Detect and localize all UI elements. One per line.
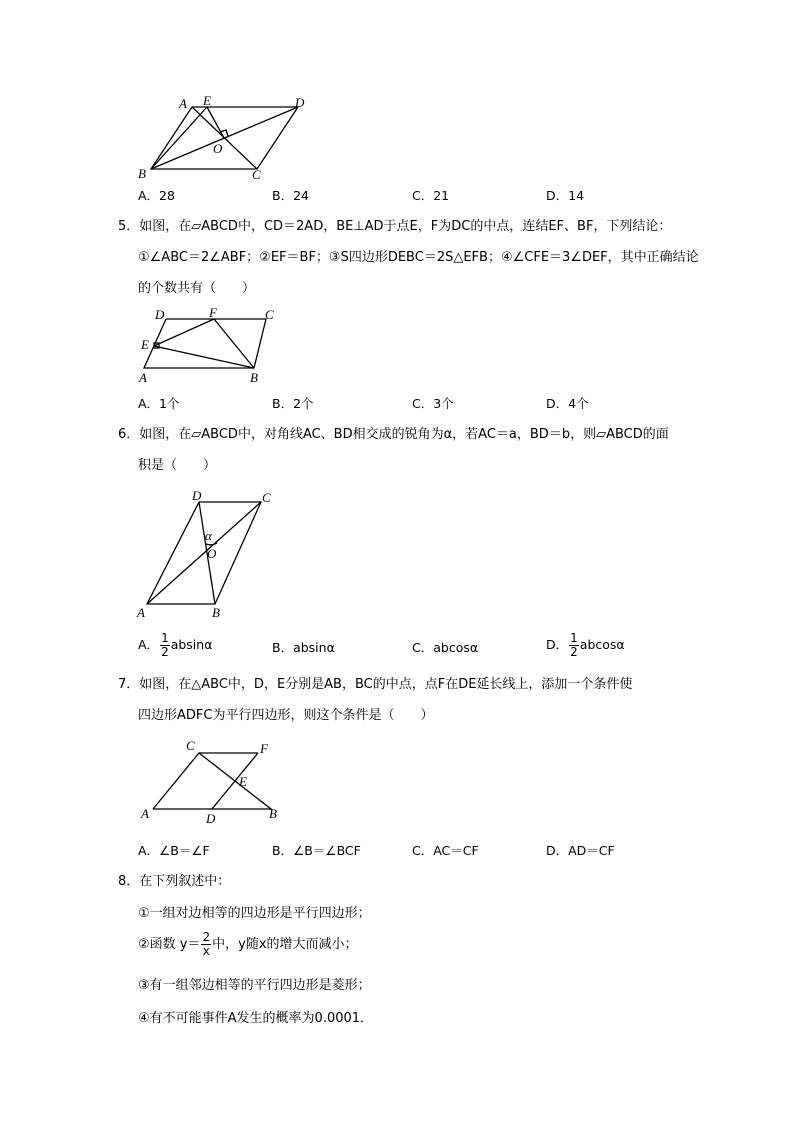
q7-stem-line2: 四边形ADFC为平行四边形，则这个条件是（ ）: [138, 708, 434, 723]
q4-label-o: O: [213, 141, 223, 156]
q7-option-b[interactable]: B．∠B＝∠BCF: [272, 843, 361, 858]
q8-item-4: ④有不可能事件A发生的概率为0.0001．: [138, 1011, 374, 1026]
q6-label-d: D: [192, 488, 202, 503]
q5-stem-line3: 的个数共有（ ）: [138, 281, 256, 296]
q5-label-f: F: [209, 305, 217, 320]
q7-triangle-abc: [153, 753, 271, 809]
q6-option-a-numerator: 1: [161, 631, 169, 645]
q8-stem: 8．在下列叙述中：: [118, 874, 231, 889]
q7-stem-line1: 7．如图，在△ABC中，D，E分别是AB，BC的中点，点F在DE延长线上，添加一个条件使: [118, 677, 633, 692]
q5-label-c: C: [265, 307, 274, 322]
q6-diagonal-ac: [147, 502, 261, 604]
q6-stem-line2: 积是（ ）: [138, 458, 217, 473]
q6-label-a: A: [137, 605, 145, 620]
q7-label-a: A: [141, 806, 149, 821]
q8-item-2-fraction: [201, 931, 211, 958]
q7-label-f: F: [260, 741, 268, 756]
q7-option-d[interactable]: D．AD＝CF: [546, 843, 615, 858]
q6-option-a[interactable]: [138, 632, 212, 659]
q6-angle-arc: [206, 543, 217, 545]
q5-label-b: B: [250, 370, 258, 385]
q6-option-d-denominator: 2: [570, 645, 578, 659]
q4-segment-be: [151, 107, 207, 169]
q4-option-b[interactable]: B．24: [272, 188, 309, 203]
q4-label-e: E: [203, 93, 211, 108]
q7-option-c[interactable]: C．AC＝CF: [412, 843, 479, 858]
q5-label-e: E: [141, 337, 149, 352]
q6-stem-line1: 6．如图，在▱ABCD中，对角线AC、BD相交成的锐角为α，若AC＝a，BD＝b，则▱ABCD的面: [118, 427, 669, 442]
q6-option-b[interactable]: B．absinα: [272, 640, 335, 655]
q5-option-d[interactable]: D．4个: [546, 396, 589, 411]
q6-label-b: B: [212, 605, 220, 620]
q5-label-a: A: [139, 370, 147, 385]
q4-diagonal-ac: [192, 107, 257, 169]
q8-item-3: ③有一组邻边相等的平行四边形是菱形；: [138, 978, 371, 993]
q4-label-c: C: [252, 167, 261, 182]
q5-option-b[interactable]: B．2个: [272, 396, 314, 411]
q4-label-b: B: [138, 166, 146, 181]
q6-option-c[interactable]: C．abcosα: [412, 640, 479, 655]
q5-label-d: D: [155, 307, 165, 322]
q4-option-a[interactable]: A．28: [138, 188, 175, 203]
q7-label-c: C: [186, 738, 195, 753]
q6-option-d-rest: abcosα: [579, 637, 625, 652]
q5-segment-ef: [154, 319, 214, 346]
q8-item-2: [138, 931, 358, 958]
q8-item-1: ①一组对边相等的四边形是平行四边形；: [138, 906, 371, 921]
q5-figure: [136, 305, 286, 385]
q4-option-d[interactable]: D．14: [546, 188, 585, 203]
q6-label-o: O: [207, 546, 217, 561]
q7-figure: [138, 736, 288, 826]
q5-option-a[interactable]: A．1个: [138, 396, 180, 411]
q8-item-2-suffix: 中，y随x的增大而减小；: [212, 937, 358, 952]
q6-option-a-denominator: 2: [161, 645, 169, 659]
q7-label-b: B: [269, 806, 277, 821]
q6-option-a-fraction: [160, 632, 170, 659]
q6-option-d[interactable]: [546, 632, 625, 659]
q4-label-a: A: [179, 96, 187, 111]
q7-segment-df: [212, 753, 258, 809]
q7-option-a[interactable]: A．∠B＝∠F: [138, 843, 210, 858]
q8-item-2-denominator: x: [202, 944, 210, 958]
q6-figure: [134, 486, 284, 621]
q6-option-d-prefix: D．: [546, 637, 569, 652]
q8-item-2-numerator: 2: [202, 930, 211, 944]
q6-option-a-prefix: A．: [138, 637, 160, 652]
q6-label-alpha: α: [205, 528, 212, 543]
q6-label-c: C: [262, 490, 271, 505]
q7-label-e: E: [239, 774, 247, 789]
q7-label-d: D: [206, 811, 216, 826]
q5-stem-line1: 5．如图，在▱ABCD中，CD＝2AD，BE⊥AD于点E，F为DC的中点，连结EF、BF，下列结论：: [118, 219, 672, 234]
q5-stem-line2: ①∠ABC＝2∠ABF；②EF＝BF；③S四边形DEBC＝2S△EFB；④∠CFE＝3∠DEF，其中正确结论: [138, 250, 699, 265]
q4-label-d: D: [295, 95, 305, 110]
q6-option-a-rest: absinα: [170, 637, 213, 652]
q6-option-d-numerator: 1: [570, 631, 578, 645]
q8-item-2-prefix: ②函数 y＝: [138, 937, 201, 952]
q5-option-c[interactable]: C．3个: [412, 396, 454, 411]
q4-figure: [130, 92, 320, 184]
q4-segment-eo: [207, 107, 224, 138]
q6-option-d-fraction: [569, 632, 579, 659]
q4-option-c[interactable]: C．21: [412, 188, 450, 203]
